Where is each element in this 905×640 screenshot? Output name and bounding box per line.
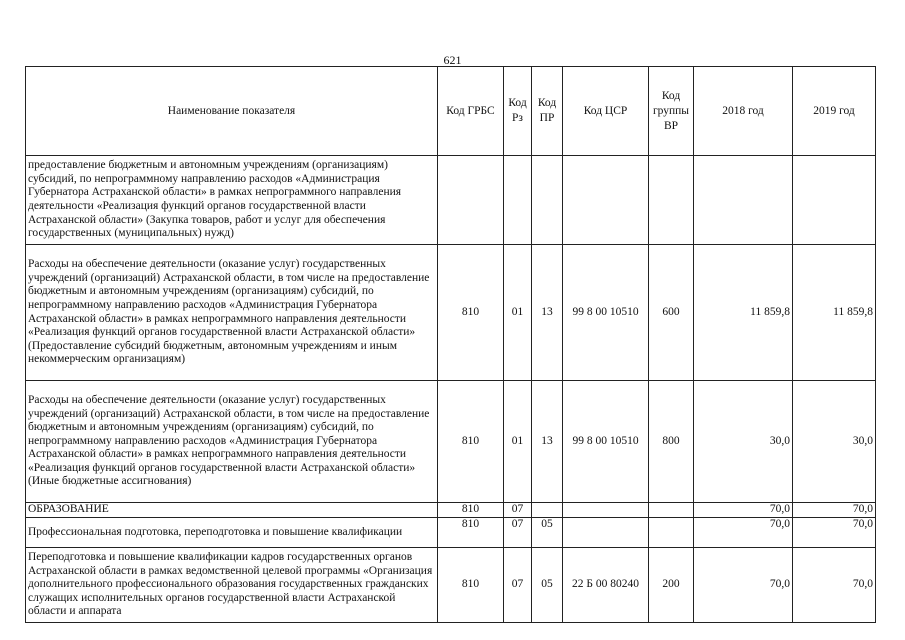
row-rz (504, 156, 532, 245)
row-csr: 99 8 00 10510 (563, 381, 649, 503)
row-2019: 70,0 (793, 503, 876, 518)
row-rz: 07 (504, 548, 532, 623)
table-row (26, 245, 876, 381)
row-name: Расходы на обеспечение деятельности (оказание услуг) государственных учреждений (организаций) Астраханской области, в том числе на предоставление бюджетным и автономным учреждениям (организациям) субсидий, по непрограммному направлению расходов «Администрация Губернатора Астраханской области» в рамках непрограммного направления деятельности «Реализация функций органов государственной власти Астраханской области» (Предоставление субсидий бюджетным, автономным учреждениям и иным некоммерческим организациям) (26, 245, 438, 381)
row-pr: 13 (532, 381, 563, 503)
row-vr: 800 (649, 381, 694, 503)
row-rz: 07 (504, 503, 532, 518)
budget-table (25, 66, 876, 623)
row-pr (532, 503, 563, 518)
row-2018: 11 859,8 (694, 245, 793, 381)
row-vr: 200 (649, 548, 694, 623)
row-csr: 99 8 00 10510 (563, 245, 649, 381)
row-name: Расходы на обеспечение деятельности (оказание услуг) государственных учреждений (организаций) Астраханской области, в том числе на предоставление бюджетным и автономным учреждениям (организациям) субсидий, по непрограммному направлению расходов «Администрация Губернатора Астраханской области» в рамках непрограммного направления деятельности «Реализация функций органов государственной власти Астраханской области» (Иные бюджетные ассигнования) (26, 381, 438, 503)
row-grbs: 810 (438, 503, 504, 518)
row-vr: 600 (649, 245, 694, 381)
table-row (26, 518, 876, 548)
header-2018: 2018 год (694, 67, 793, 156)
row-name: ОБРАЗОВАНИЕ (26, 503, 438, 518)
row-csr (563, 156, 649, 245)
row-2019: 70,0 (793, 548, 876, 623)
table-row (26, 381, 876, 503)
row-2018: 70,0 (694, 518, 793, 548)
table-row (26, 548, 876, 623)
row-csr (563, 518, 649, 548)
row-pr: 13 (532, 245, 563, 381)
row-name: Переподготовка и повышение квалификации кадров государственных органов Астраханской области в рамках ведомственной целевой программы «Организация дополнительного профессионального образования государственных гражданских служащих исполнительных органов государственной власти Астраханской области и аппарата (26, 548, 438, 623)
row-2019: 70,0 (793, 518, 876, 548)
header-vr: Код группы ВР (649, 67, 694, 156)
row-rz: 07 (504, 518, 532, 548)
row-rz: 01 (504, 245, 532, 381)
row-grbs (438, 156, 504, 245)
row-2019: 30,0 (793, 381, 876, 503)
page-number: 621 (443, 53, 462, 67)
row-vr (649, 503, 694, 518)
row-2018: 70,0 (694, 548, 793, 623)
table-row (26, 503, 876, 518)
row-grbs: 810 (438, 381, 504, 503)
table-header-row (26, 67, 876, 156)
row-grbs: 810 (438, 518, 504, 548)
row-2018: 70,0 (694, 503, 793, 518)
row-name: Профессиональная подготовка, переподготовка и повышение квалификации (26, 518, 438, 548)
row-2018: 30,0 (694, 381, 793, 503)
row-vr (649, 156, 694, 245)
row-name: предоставление бюджетным и автономным учреждениям (организациям) субсидий, по непрограммному направлению расходов «Администрация Губернатора Астраханской области» в рамках непрограммного направления деятельности «Реализация функций органов государственной власти Астраханской области» (Закупка товаров, работ и услуг для обеспечения государственных (муниципальных) нужд) (26, 156, 438, 245)
row-csr (563, 503, 649, 518)
row-pr: 05 (532, 518, 563, 548)
row-grbs: 810 (438, 245, 504, 381)
row-grbs: 810 (438, 548, 504, 623)
header-name: Наименование показателя (26, 67, 438, 156)
table-row (26, 156, 876, 245)
header-csr: Код ЦСР (563, 67, 649, 156)
header-rz: Код Рз (504, 67, 532, 156)
header-2019: 2019 год (793, 67, 876, 156)
row-2019: 11 859,8 (793, 245, 876, 381)
row-pr (532, 156, 563, 245)
row-vr (649, 518, 694, 548)
row-pr: 05 (532, 548, 563, 623)
header-grbs: Код ГРБС (438, 67, 504, 156)
row-2018 (694, 156, 793, 245)
header-pr: Код ПР (532, 67, 563, 156)
row-rz: 01 (504, 381, 532, 503)
row-csr: 22 Б 00 80240 (563, 548, 649, 623)
row-2019 (793, 156, 876, 245)
